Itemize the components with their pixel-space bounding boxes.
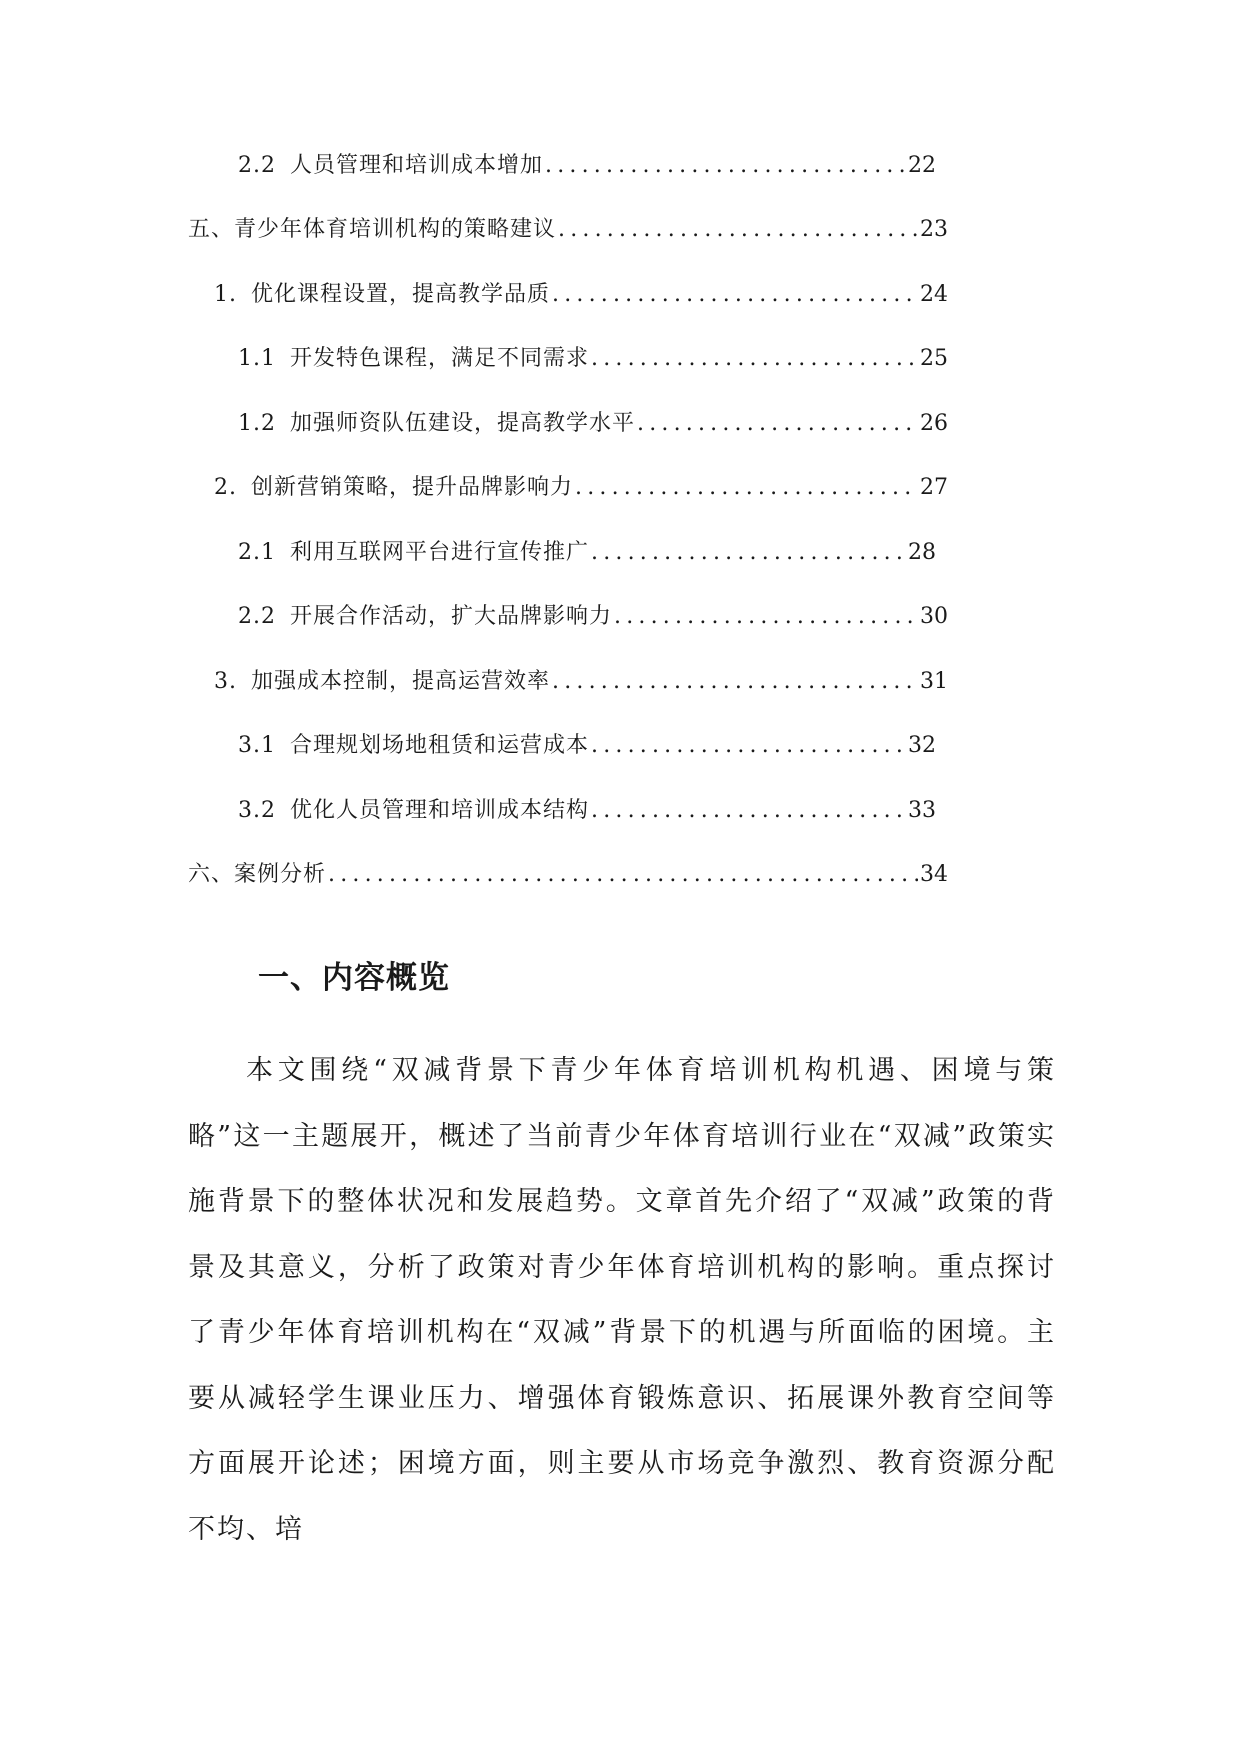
toc-entry[interactable] <box>238 151 936 181</box>
toc-entry[interactable] <box>238 796 936 826</box>
toc-leader-dots <box>552 280 918 310</box>
toc-entry-title: 五、青少年体育培训机构的策略建议 <box>188 217 557 242</box>
toc-entry-page: 33 <box>908 798 936 823</box>
toc-entry-number: 1.1 <box>238 346 276 371</box>
toc-entry-title: 优化人员管理和培训成本结构 <box>290 798 590 823</box>
toc-entry-number: 2.2 <box>238 153 276 178</box>
section-heading: 一、内容概览 <box>258 960 450 996</box>
toc-entry-page: 27 <box>920 475 948 500</box>
toc-entry-page: 26 <box>920 411 948 436</box>
toc-entry[interactable] <box>188 215 948 245</box>
toc-leader-dots <box>545 151 906 181</box>
toc-leader-dots <box>575 473 918 503</box>
toc-entry[interactable] <box>238 731 936 761</box>
toc-entry-page: 32 <box>908 733 936 758</box>
toc-leader-dots <box>591 796 906 826</box>
toc-entry-title: 利用互联网平台进行宣传推广 <box>290 540 590 565</box>
toc-entry-title: 优化课程设置，提高教学品质 <box>251 282 551 307</box>
toc-entry[interactable] <box>188 860 948 890</box>
toc-entry-number: 1. <box>214 282 237 307</box>
toc-entry-title: 开发特色课程，满足不同需求 <box>290 346 590 371</box>
toc-entry-title: 开展合作活动，扩大品牌影响力 <box>290 604 613 629</box>
toc-entry-page: 34 <box>920 862 948 887</box>
toc-entry-title: 创新营销策略，提升品牌影响力 <box>251 475 574 500</box>
toc-entry-number: 3.1 <box>238 733 276 758</box>
toc-entry-number: 1.2 <box>238 411 276 436</box>
toc-entry-page: 30 <box>920 604 948 629</box>
toc-leader-dots <box>614 602 918 632</box>
toc-entry[interactable] <box>238 538 936 568</box>
toc-entry-title: 人员管理和培训成本增加 <box>290 153 544 178</box>
toc-entry-title: 合理规划场地租赁和运营成本 <box>290 733 590 758</box>
toc-entry-page: 25 <box>920 346 948 371</box>
toc-entry-page: 24 <box>920 282 948 307</box>
toc-entry-page: 28 <box>908 540 936 565</box>
toc-leader-dots <box>591 731 906 761</box>
toc-entry-number: 2.2 <box>238 604 276 629</box>
toc-entry-number: 2. <box>214 475 237 500</box>
toc-entry-page: 23 <box>920 217 948 242</box>
toc-entry-title: 加强成本控制，提高运营效率 <box>251 669 551 694</box>
toc-entry-title: 六、案例分析 <box>188 862 327 887</box>
toc-entry-page: 22 <box>908 153 936 178</box>
toc-entry[interactable] <box>214 667 948 697</box>
body-paragraph: 本文围绕“双减背景下青少年体育培训机构机遇、困境与策略”这一主题展开，概述了当前青少年体育培训行业在“双减”政策实施背景下的整体状况和发展趋势。文章首先介绍了“双减”政策的背景及其意义，分析了政策对青少年体育培训机构的影响。重点探讨了青少年体育培训机构在“双减”背景下的机遇与所面临的困境。主要从减轻学生课业压力、增强体育锻炼意识、拓展课外教育空间等方面展开论述；困境方面，则主要从市场竞争激烈、教育资源分配不均、培 <box>188 1055 1056 1545</box>
toc-entry-number: 3.2 <box>238 798 276 823</box>
toc-entry-number: 3. <box>214 669 237 694</box>
toc-entry-page: 31 <box>920 669 948 694</box>
toc-entry-title: 加强师资队伍建设，提高教学水平 <box>290 411 636 436</box>
toc-leader-dots <box>328 860 918 890</box>
toc-leader-dots <box>552 667 918 697</box>
toc-leader-dots <box>591 538 906 568</box>
toc-leader-dots <box>637 409 918 439</box>
toc-entry[interactable] <box>238 344 948 374</box>
toc-entry[interactable] <box>214 280 948 310</box>
toc-leader-dots <box>558 215 918 245</box>
toc-leader-dots <box>591 344 918 374</box>
toc-entry[interactable] <box>238 602 948 632</box>
toc-entry[interactable] <box>214 473 948 503</box>
toc-entry[interactable] <box>238 409 948 439</box>
toc-entry-number: 2.1 <box>238 540 276 565</box>
